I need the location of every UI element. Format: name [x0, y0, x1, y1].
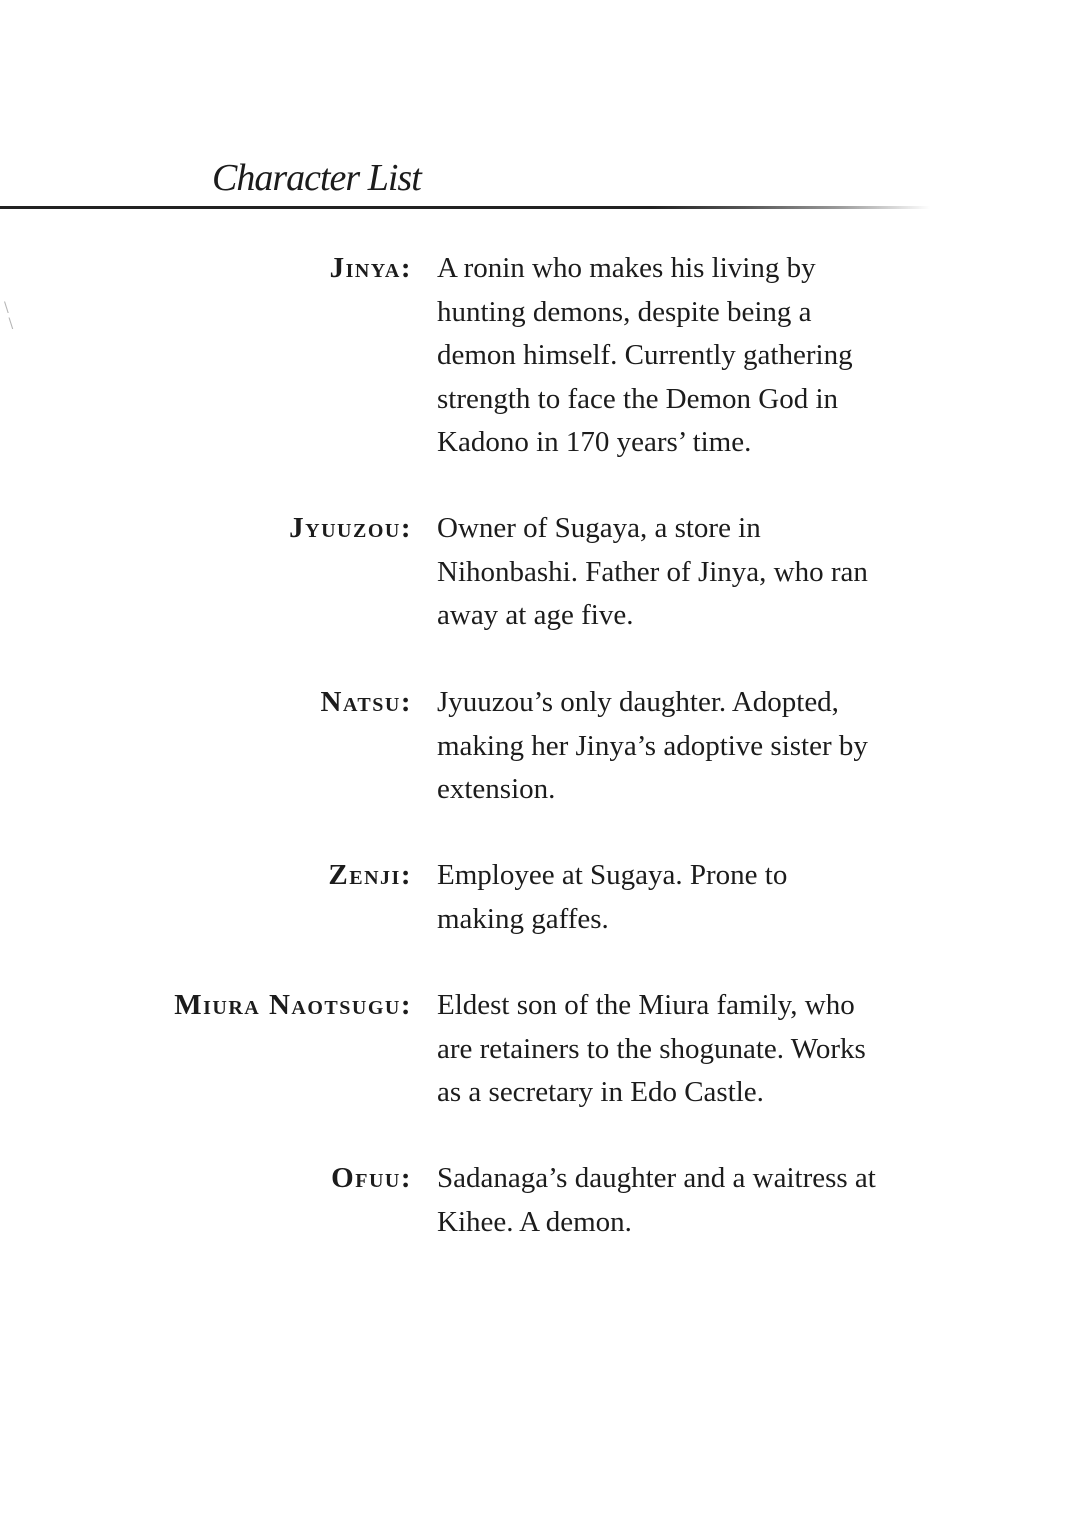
- character-description: A ronin who makes his living by hunting demons, despite being a demon himself. Currently gathering strength to face the Demon God in Kadono in 170 years’ time.: [437, 252, 853, 458]
- margin-scratch-marks: \ \: [4, 300, 14, 332]
- character-description: Employee at Sugaya. Prone to making gaffes.: [437, 859, 788, 935]
- page-title: Character List: [212, 157, 421, 199]
- character-name: Zenji:: [328, 859, 412, 891]
- character-description: Eldest son of the Miura family, who are retainers to the shogunate. Works as a secretary in Edo Castle.: [437, 989, 866, 1108]
- character-name: Miura Naotsugu:: [174, 989, 412, 1021]
- character-name: Ofuu:: [331, 1162, 412, 1194]
- character-description: Sadanaga’s daughter and a waitress at Kihee. A demon.: [437, 1162, 876, 1238]
- character-name: Jyuuzou:: [289, 512, 412, 544]
- title-divider: [0, 206, 930, 209]
- character-description: Owner of Sugaya, a store in Nihonbashi. Father of Jinya, who ran away at age five.: [437, 512, 868, 631]
- character-name: Natsu:: [320, 686, 412, 718]
- character-name: Jinya:: [329, 252, 412, 284]
- character-description: Jyuuzou’s only daughter. Adopted, making her Jinya’s adoptive sister by extension.: [437, 686, 868, 805]
